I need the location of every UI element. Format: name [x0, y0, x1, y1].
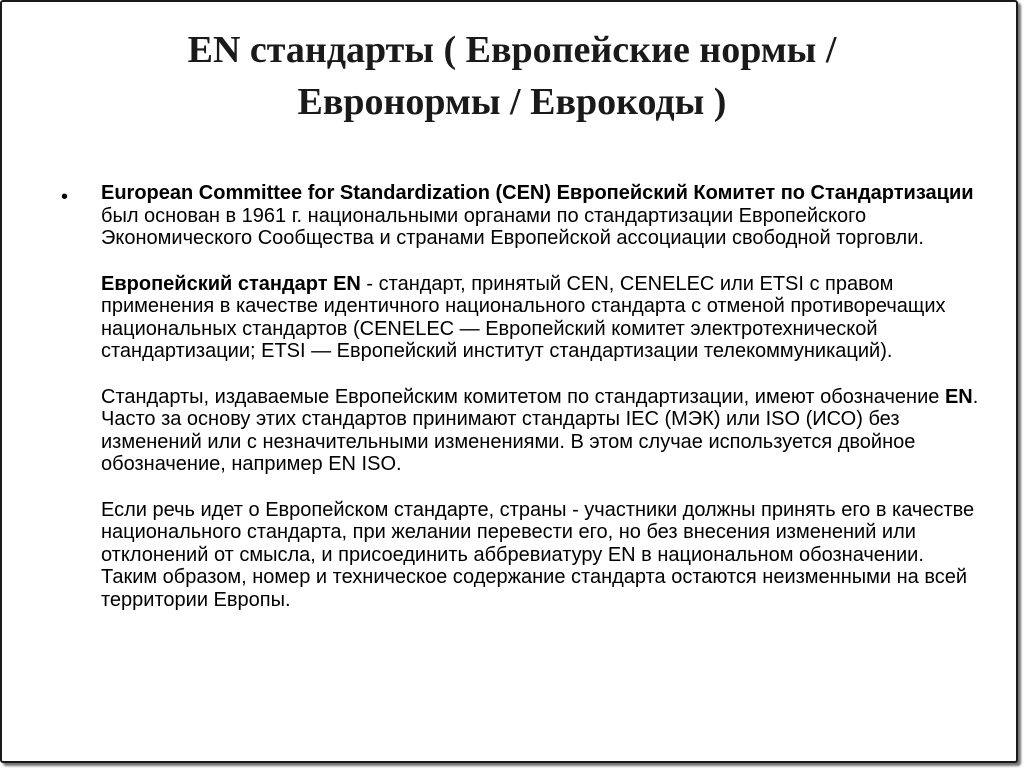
cen-name: European Committee for Standardization (CEN) Европейский Комитет по Стандартизации [101, 182, 974, 204]
title-line-2: Евронормы / Еврокоды ) [297, 81, 727, 123]
designation-en: EN [944, 385, 973, 408]
bullet-marker: • [61, 186, 69, 208]
en-standard-definition: - стандарт, принятый CEN, CENELEC или ETSI с правом применения в качестве идентичного национального стандарта с отменой противоречащих национальных стандартов (CENELEC — Европейский комитет электротехнической стандартизации; ETSI — Европейский институт стандартизации телекоммуникаций). [101, 272, 946, 362]
paragraph-en-standard [101, 273, 981, 363]
designation-text-after: . Часто за основу этих стандартов принимают стандарты IEC (МЭК) или ISO (ИСО) без изменений или с незначительными изменениями. В этом случае используется двойное обозначение, например EN ISO. [101, 385, 979, 475]
paragraph-cen [101, 182, 981, 250]
paragraph-adoption [101, 499, 981, 612]
en-standard-term: Европейский стандарт EN [101, 272, 361, 295]
designation-text-before: Стандарты, издаваемые Европейским комитетом по стандартизации, имеют обозначение [101, 385, 945, 408]
paragraph-designation [101, 386, 981, 476]
slide-body [101, 182, 981, 634]
slide-title [42, 24, 982, 128]
title-line-1: EN стандарты ( Европейские нормы / [187, 29, 837, 71]
cen-description: был основан в 1961 г. национальными органами по стандартизации Европейского Экономического Сообщества и странами Европейской ассоциации свободной торговли. [101, 204, 924, 249]
adoption-text: Если речь идет о Европейском стандарте, страны - участники должны принять его в качестве национального стандарта, при желании перевести его, но без внесения изменений или отклонений от смысла, и присоединить аббревиатуру EN в национальном обозначении. Таким образом, номер и техническое содержание стандарта остаются неизменными на всей территории Европы. [101, 498, 975, 611]
